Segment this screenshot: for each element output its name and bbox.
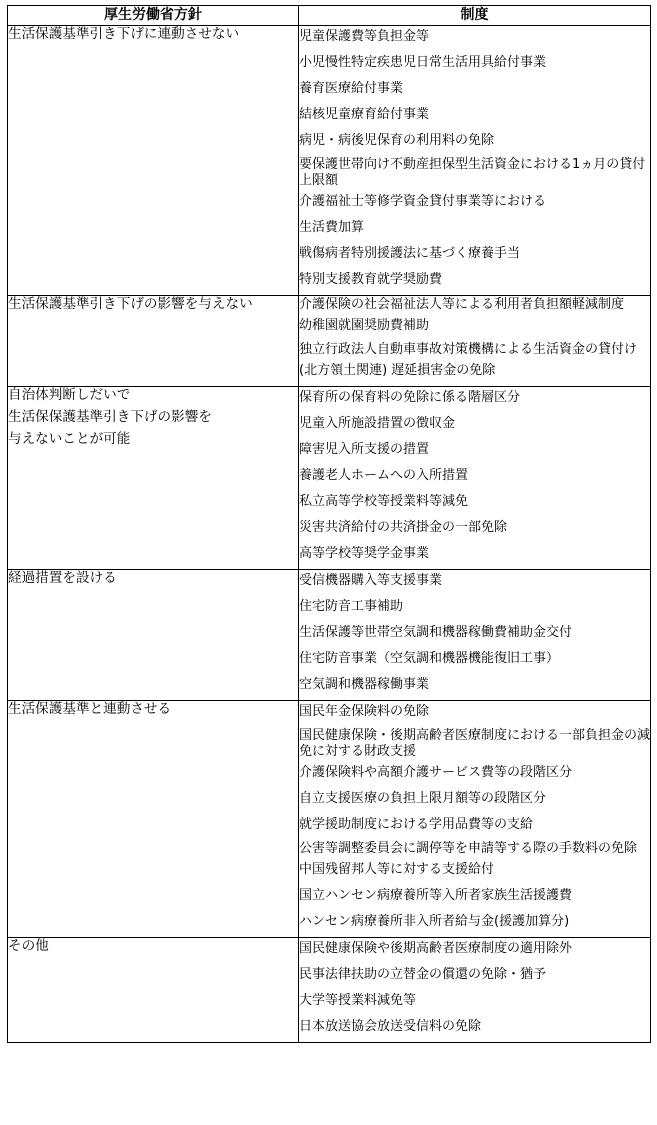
system-cell — [299, 938, 651, 1043]
list-item: 児童入所施設措置の徴収金 — [299, 416, 456, 431]
list-item: 病児・病後児保育の利用料の免除 — [299, 133, 495, 148]
policy-text: その他 — [8, 938, 49, 954]
system-cell — [299, 26, 651, 296]
policy-text: 経過措置を設ける — [8, 570, 117, 586]
list-item: 住宅防音工事補助 — [299, 599, 404, 614]
header-system: 制度 — [299, 6, 651, 26]
list-item: 養育医療給付事業 — [299, 81, 404, 96]
system-cell — [299, 701, 651, 938]
list-item: 介護保険料や高額介護サービス費等の段階区分 — [299, 765, 573, 780]
table-row — [8, 938, 651, 1043]
list-item: 公害等調整委員会に調停等を申請等する際の手数料の免除 — [299, 841, 638, 856]
table-row — [8, 26, 651, 296]
list-item: 住宅防音事業（空気調和機器機能復旧工事） — [299, 651, 560, 666]
system-cell — [299, 570, 651, 701]
system-cell — [299, 296, 651, 387]
list-item: 中国残留邦人等に対する支援給付 — [299, 862, 495, 877]
list-item: 私立高等学校等授業料等減免 — [299, 494, 469, 509]
list-item: 独立行政法人自動車事故対策機構による生活資金の貸付け — [299, 342, 638, 357]
policy-text: 与えないことが可能 — [8, 431, 131, 447]
list-item: 児童保護費等負担金等 — [299, 29, 430, 44]
list-item: 生活費加算 — [299, 220, 365, 235]
policy-cell — [8, 938, 299, 1043]
list-item: 介護保険の社会福祉法人等による利用者負担額軽減制度 — [299, 297, 625, 312]
list-item: 幼稚園就園奨励費補助 — [299, 318, 430, 333]
list-item: 特別支援教育就学奨励費 — [299, 272, 443, 287]
system-cell — [299, 387, 651, 570]
list-item: 国民健康保険・後期高齢者医療制度における一部負担金の減免に対する財政支援 — [299, 728, 651, 759]
list-item: 高等学校等奨学金事業 — [299, 546, 430, 561]
list-item: (北方領土関連) 遅延損害金の免除 — [299, 363, 496, 378]
list-item: 国立ハンセン病療養所等入所者家族生活援護費 — [299, 888, 573, 903]
list-item: 自立支援医療の負担上限月額等の段階区分 — [299, 791, 547, 806]
policy-cell — [8, 26, 299, 296]
table-row — [8, 387, 651, 570]
list-item: ハンセン病療養所非入所者給与金(援護加算分) — [299, 914, 570, 929]
policy-cell — [8, 701, 299, 938]
list-item: 養護老人ホームへの入所措置 — [299, 468, 469, 483]
list-item: 民事法律扶助の立替金の償還の免除・猶予 — [299, 967, 547, 982]
policy-text: 自治体判断しだいで — [8, 387, 131, 403]
list-item: 生活保護等世帯空気調和機器稼働費補助金交付 — [299, 625, 573, 640]
policy-text: 生活保護基準引き下げに連動させない — [8, 26, 240, 42]
policy-cell — [8, 387, 299, 570]
list-item: 空気調和機器稼働事業 — [299, 677, 430, 692]
list-item: 受信機器購入等支援事業 — [299, 573, 443, 588]
list-item: 大学等授業料減免等 — [299, 993, 417, 1008]
table-row — [8, 296, 651, 387]
list-item: 保育所の保育料の免除に係る階層区分 — [299, 390, 521, 405]
policy-text: 生活保護基準と連動させる — [8, 701, 172, 717]
policy-table — [7, 5, 651, 1043]
list-item: 障害児入所支援の措置 — [299, 442, 430, 457]
table-row — [8, 570, 651, 701]
list-item: 結核児童療育給付事業 — [299, 107, 430, 122]
list-item: 要保護世帯向け不動産担保型生活資金における1ヵ月の貸付上限額 — [299, 157, 646, 188]
policy-cell — [8, 296, 299, 387]
policy-text: 生活保護基準引き下げの影響を与えない — [8, 296, 253, 312]
list-item: 介護福祉士等修学資金貸付事業等における — [299, 194, 547, 209]
list-item: 日本放送協会放送受信料の免除 — [299, 1019, 482, 1034]
list-item: 就学援助制度における学用品費等の支給 — [299, 817, 534, 832]
list-item: 国民健康保険や後期高齢者医療制度の適用除外 — [299, 941, 573, 956]
header-policy: 厚生労働省方針 — [8, 6, 299, 26]
list-item: 災害共済給付の共済掛金の一部免除 — [299, 520, 508, 535]
policy-cell — [8, 570, 299, 701]
policy-text: 生活保保護基準引き下げの影響を — [8, 409, 212, 425]
list-item: 小児慢性特定疾患児日常生活用具給付事業 — [299, 55, 547, 70]
list-item: 戦傷病者特別援護法に基づく療養手当 — [299, 246, 521, 261]
policy-table-container — [7, 5, 650, 1043]
table-row — [8, 701, 651, 938]
list-item: 国民年金保険料の免除 — [299, 704, 430, 719]
